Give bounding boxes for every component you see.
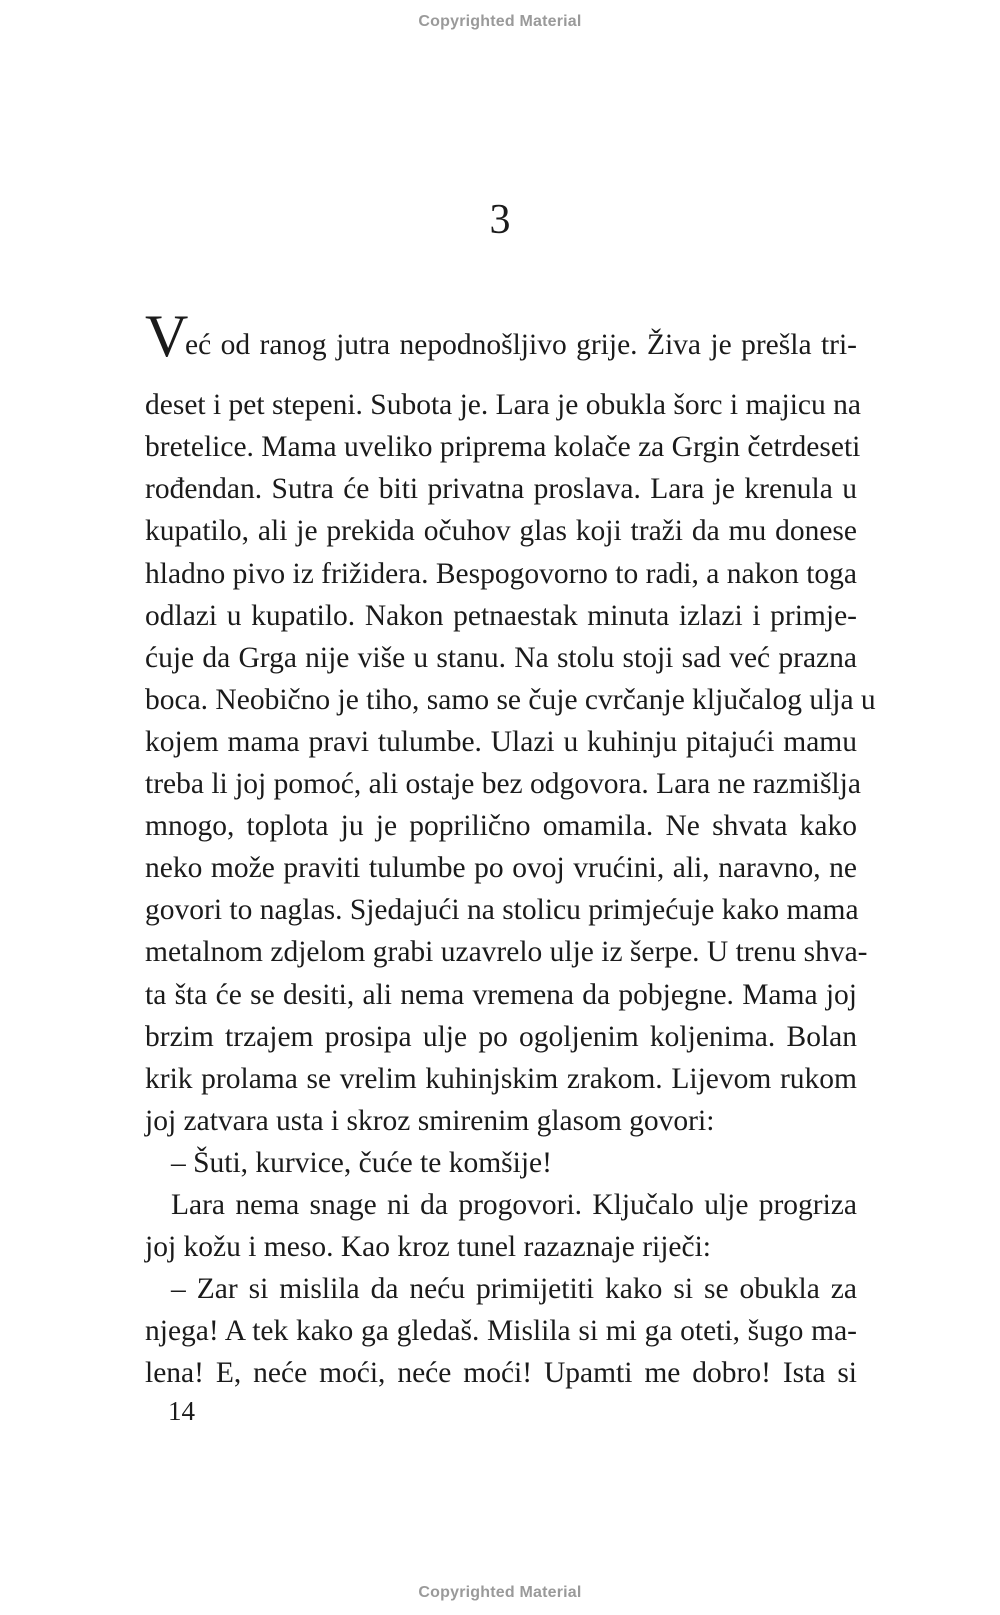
dialogue-line-1: – Šuti, kurvice, čuće te komšije! xyxy=(171,1146,552,1179)
chapter-number: 3 xyxy=(489,197,511,243)
body-line-16: ta šta će se desiti, ali nema vremena da pobjegne. Mama joj xyxy=(145,978,857,1011)
copyright-watermark-bottom: Copyrighted Material xyxy=(418,1584,582,1601)
body-line-9: boca. Neobično je tiho, samo se čuje cvrčanje ključalog ulja u xyxy=(145,683,876,716)
body-line-17: brzim trzajem prosipa ulje po ogoljenim koljenima. Bolan xyxy=(145,1020,857,1053)
body-line-14: govori to naglas. Sjedajući na stolicu primjećuje kako mama xyxy=(145,894,859,927)
body-line-13: neko može praviti tulumbe po ovoj vrućini, ali, naravno, ne xyxy=(145,852,857,885)
body-line-3: bretelice. Mama uveliko priprema kolače za Grgin četrdeseti xyxy=(145,431,861,464)
body-line-1 xyxy=(145,300,857,384)
body-line-22: joj kožu i meso. Kao kroz tunel razaznaje riječi: xyxy=(145,1231,712,1264)
body-line-25: lena! E, neće moći, neće moći! Upamti me dobro! Ista si xyxy=(145,1357,857,1390)
body-line-18: krik prolama se vrelim kuhinjskim zrakom. Lijevom rukom xyxy=(145,1062,857,1095)
body-line-21: Lara nema snage ni da progovori. Ključalo ulje progriza xyxy=(171,1188,857,1221)
drop-cap: V xyxy=(145,303,189,369)
body-text xyxy=(145,300,876,1394)
body-line-24: njega! A tek kako ga gledaš. Mislila si mi ga oteti, šugo ma- xyxy=(145,1315,857,1348)
body-line-5: kupatilo, ali je prekida očuhov glas koji traži da mu donese xyxy=(145,515,857,548)
copyright-watermark-top: Copyrighted Material xyxy=(418,13,582,30)
body-line-6: hladno pivo iz frižidera. Bespogovorno to radi, a nakon toga xyxy=(145,557,857,590)
body-line-7: odlazi u kupatilo. Nakon petnaestak minuta izlazi i primje- xyxy=(145,599,857,632)
body-line-4: rođendan. Sutra će biti privatna proslava. Lara je krenula u xyxy=(145,473,857,506)
dialogue-line-2: – Zar si mislila da neću primijetiti kako si se obukla za xyxy=(171,1273,857,1306)
body-line-10: kojem mama pravi tulumbe. Ulazi u kuhinju pitajući mamu xyxy=(145,725,857,758)
body-line-19: joj zatvara usta i skroz smirenim glasom govori: xyxy=(145,1104,715,1137)
body-line-15: metalnom zdjelom grabi uzavrelo ulje iz šerpe. U trenu shva- xyxy=(145,936,868,969)
body-line-12: mnogo, toplota ju je poprilično omamila. Ne shvata kako xyxy=(145,810,857,843)
page-number: 14 xyxy=(168,1396,195,1426)
body-line-1-text: eć od ranog jutra nepodnošljivo grije. Živa je prešla tri- xyxy=(185,329,857,361)
body-line-8: ćuje da Grga nije više u stanu. Na stolu stoji sad već prazna xyxy=(145,641,857,674)
body-line-11: treba li joj pomoć, ali ostaje bez odgovora. Lara ne razmišlja xyxy=(145,768,861,801)
body-line-2: deset i pet stepeni. Subota je. Lara je obukla šorc i majicu na xyxy=(145,389,861,422)
